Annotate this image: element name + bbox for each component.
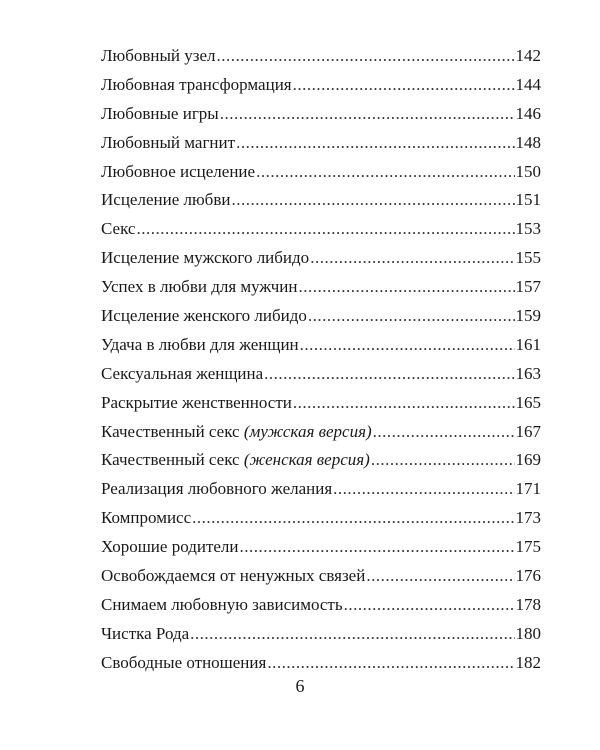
toc-entry-subtitle: (женская версия) xyxy=(243,450,370,470)
toc-entry-page: 161 xyxy=(515,334,541,354)
toc-entry-page: 176 xyxy=(515,566,541,586)
dot-leader xyxy=(344,591,515,620)
toc-entry xyxy=(101,446,541,475)
toc-entry xyxy=(101,273,541,302)
toc-entry xyxy=(101,42,541,71)
toc-entry xyxy=(101,562,541,591)
dot-leader xyxy=(220,100,515,129)
dot-leader xyxy=(299,273,515,302)
toc-entry xyxy=(101,418,541,447)
toc-entry xyxy=(101,302,541,331)
toc-entry xyxy=(101,186,541,215)
toc-entry xyxy=(101,158,541,187)
toc-entry-title: Снимаем любовную зависимость xyxy=(101,594,343,614)
toc-entry xyxy=(101,504,541,533)
toc-entry-title: Реализация любовного желания xyxy=(101,479,333,499)
toc-entry-title: Чистка Рода xyxy=(101,623,190,643)
toc-entry-title: Секс xyxy=(101,219,136,239)
toc-entry-title: Исцеление женского либидо xyxy=(101,306,307,326)
dot-leader xyxy=(333,475,514,504)
toc-entry-title: Любовный магнит xyxy=(101,132,236,152)
toc-entry-title: Раскрытие женственности xyxy=(101,392,292,412)
toc-entry-page: 163 xyxy=(515,363,541,383)
toc-entry xyxy=(101,475,541,504)
toc-entry-subtitle: (мужская версия) xyxy=(243,421,372,441)
dot-leader xyxy=(136,215,514,244)
toc-entry-title: Любовный узел xyxy=(101,46,216,65)
toc-entry xyxy=(101,215,541,244)
toc-entry-title: Успех в любви для мужчин xyxy=(101,277,298,297)
toc-entry-page: 142 xyxy=(515,46,541,65)
toc-entry-title: Освобождаемся от ненужных связей xyxy=(101,566,366,586)
dot-leader xyxy=(300,331,515,360)
dot-leader xyxy=(366,562,514,591)
toc-entry-title: Любовная трансформация xyxy=(101,74,292,94)
toc-entry-page: 165 xyxy=(515,392,541,412)
dot-leader xyxy=(192,504,514,533)
toc-entry-page: 169 xyxy=(515,450,541,470)
toc-entry xyxy=(101,129,541,158)
toc-entry-title: Любовные игры xyxy=(101,103,219,123)
toc-entry-title: Исцеление мужского либидо xyxy=(101,248,310,268)
dot-leader xyxy=(293,389,515,418)
toc-entry-title: Качественный секс (мужская версия) xyxy=(101,421,372,441)
toc-entry-page: 182 xyxy=(515,652,541,672)
table-of-contents xyxy=(101,42,541,678)
toc-entry xyxy=(101,244,541,273)
dot-leader xyxy=(217,42,515,71)
toc-entry xyxy=(101,100,541,129)
toc-entry-title: Компромисс xyxy=(101,508,192,528)
page-number: 6 xyxy=(295,676,305,696)
toc-entry xyxy=(101,331,541,360)
toc-entry-page: 148 xyxy=(515,132,541,152)
toc-entry-page: 175 xyxy=(515,537,541,557)
toc-entry-title: Удача в любви для женщин xyxy=(101,334,299,354)
toc-entry-title: Хорошие родители xyxy=(101,537,239,557)
toc-entry-page: 151 xyxy=(515,190,541,210)
dot-leader xyxy=(190,620,514,649)
toc-entry-page: 180 xyxy=(515,623,541,643)
dot-leader xyxy=(240,533,515,562)
dot-leader xyxy=(293,71,515,100)
dot-leader xyxy=(256,158,514,187)
toc-entry-page: 155 xyxy=(515,248,541,268)
toc-entry-page: 144 xyxy=(515,74,541,94)
dot-leader xyxy=(264,360,514,389)
dot-leader xyxy=(371,446,515,475)
toc-entry-page: 146 xyxy=(515,103,541,123)
toc-entry-page: 150 xyxy=(515,161,541,181)
dot-leader xyxy=(308,302,515,331)
dot-leader xyxy=(267,649,514,678)
dot-leader xyxy=(373,418,515,447)
toc-entry-title: Любовное исцеление xyxy=(101,161,256,181)
toc-entry xyxy=(101,360,541,389)
toc-entry-page: 171 xyxy=(515,479,541,499)
dot-leader xyxy=(231,186,514,215)
toc-entry-page: 159 xyxy=(515,306,541,326)
toc-entry-page: 178 xyxy=(515,594,541,614)
toc-entry xyxy=(101,389,541,418)
toc-entry-page: 167 xyxy=(515,421,541,441)
toc-entry xyxy=(101,533,541,562)
toc-entry-page: 153 xyxy=(515,219,541,239)
toc-entry xyxy=(101,71,541,100)
dot-leader xyxy=(236,129,514,158)
toc-entry-title: Сексуальная женщина xyxy=(101,363,264,383)
toc-entry-page: 173 xyxy=(515,508,541,528)
toc-entry-title: Качественный секс (женская версия) xyxy=(101,450,370,470)
toc-entry-page: 157 xyxy=(515,277,541,297)
toc-entry xyxy=(101,591,541,620)
toc-entry-title: Свободные отношения xyxy=(101,652,267,672)
dot-leader xyxy=(310,244,514,273)
toc-entry-title: Исцеление любви xyxy=(101,190,231,210)
toc-entry xyxy=(101,620,541,649)
toc-entry xyxy=(101,649,541,678)
